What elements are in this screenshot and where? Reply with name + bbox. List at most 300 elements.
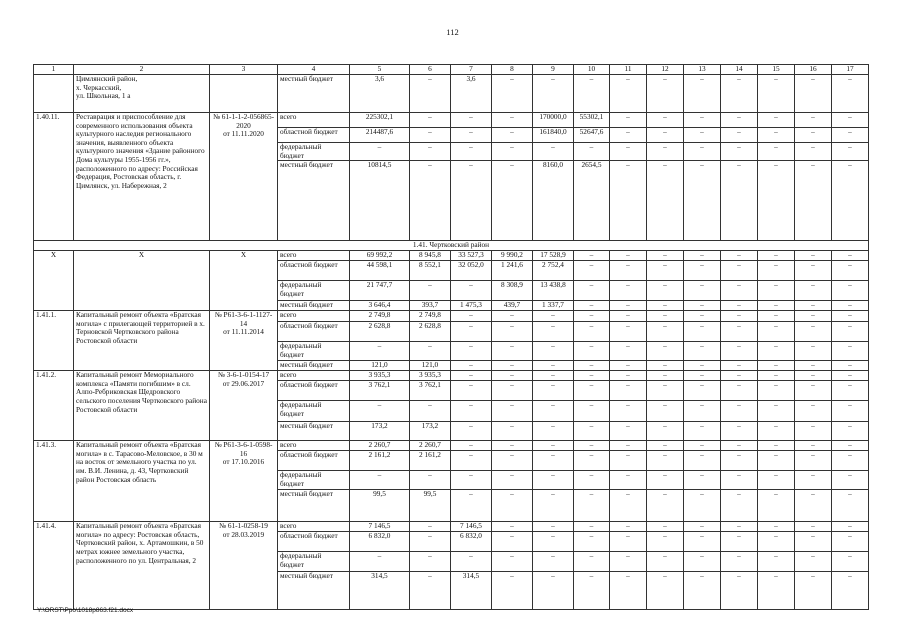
amount-cell: 9 990,2 bbox=[492, 251, 533, 261]
amount-cell: – bbox=[574, 322, 610, 342]
amount-cell: – bbox=[610, 251, 647, 261]
amount-cell: – bbox=[451, 371, 492, 381]
amount-cell: – bbox=[832, 422, 869, 441]
amount-cell: – bbox=[492, 401, 533, 422]
column-number: 17 bbox=[832, 65, 869, 75]
amount-cell: 2 749,8 bbox=[410, 311, 451, 322]
amount-cell: – bbox=[451, 471, 492, 490]
amount-cell: – bbox=[832, 261, 869, 281]
column-number: 11 bbox=[610, 65, 647, 75]
amount-cell: – bbox=[832, 75, 869, 113]
amount-cell: – bbox=[832, 113, 869, 128]
amount-cell: – bbox=[410, 143, 451, 161]
amount-cell: 314,5 bbox=[451, 572, 492, 610]
budget-table bbox=[33, 64, 869, 610]
amount-cell: – bbox=[832, 161, 869, 241]
item-number: 1.41.1. bbox=[34, 311, 74, 371]
item-name: Цимлянский район, х. Черкасский, ул. Школьная, 1 а bbox=[74, 75, 210, 113]
amount-cell: – bbox=[492, 75, 533, 113]
amount-cell: – bbox=[684, 113, 721, 128]
item-document bbox=[210, 75, 278, 113]
amount-cell: – bbox=[574, 381, 610, 401]
amount-cell: 32 052,0 bbox=[451, 261, 492, 281]
amount-cell: – bbox=[721, 251, 758, 261]
amount-cell: – bbox=[684, 451, 721, 471]
amount-cell: – bbox=[533, 441, 574, 451]
amount-cell: – bbox=[758, 143, 795, 161]
amount-cell: – bbox=[610, 342, 647, 361]
amount-cell: – bbox=[610, 301, 647, 311]
amount-cell: – bbox=[684, 471, 721, 490]
amount-cell: – bbox=[758, 451, 795, 471]
amount-cell: – bbox=[721, 361, 758, 371]
amount-cell: – bbox=[684, 552, 721, 572]
amount-cell: – bbox=[758, 490, 795, 522]
amount-cell: 3 646,4 bbox=[350, 301, 410, 311]
amount-cell: – bbox=[795, 422, 832, 441]
amount-cell: – bbox=[795, 113, 832, 128]
amount-cell: – bbox=[610, 471, 647, 490]
amount-cell: 2 260,7 bbox=[410, 441, 451, 451]
amount-cell: – bbox=[721, 322, 758, 342]
funding-source: местный бюджет bbox=[278, 301, 350, 311]
amount-cell: – bbox=[795, 311, 832, 322]
item-number bbox=[34, 75, 74, 113]
amount-cell: – bbox=[574, 75, 610, 113]
amount-cell: – bbox=[574, 451, 610, 471]
amount-cell: – bbox=[832, 322, 869, 342]
funding-source: федеральный бюджет bbox=[278, 342, 350, 361]
amount-cell: 3 762,1 bbox=[350, 381, 410, 401]
table-header-row bbox=[34, 65, 869, 75]
column-number: 6 bbox=[410, 65, 451, 75]
amount-cell: 6 832,0 bbox=[350, 532, 410, 552]
amount-cell: – bbox=[451, 128, 492, 143]
funding-source: местный бюджет bbox=[278, 361, 350, 371]
table-row bbox=[34, 251, 869, 261]
amount-cell: – bbox=[492, 311, 533, 322]
amount-cell: – bbox=[795, 552, 832, 572]
amount-cell: – bbox=[721, 451, 758, 471]
amount-cell: – bbox=[533, 490, 574, 522]
amount-cell: – bbox=[684, 251, 721, 261]
amount-cell: – bbox=[832, 451, 869, 471]
amount-cell: – bbox=[684, 261, 721, 281]
amount-cell: – bbox=[574, 342, 610, 361]
amount-cell: – bbox=[758, 75, 795, 113]
funding-source: федеральный бюджет bbox=[278, 281, 350, 301]
amount-cell: – bbox=[832, 471, 869, 490]
amount-cell: – bbox=[492, 371, 533, 381]
funding-source: всего bbox=[278, 371, 350, 381]
amount-cell: – bbox=[832, 552, 869, 572]
amount-cell: – bbox=[684, 361, 721, 371]
amount-cell: 8 308,9 bbox=[492, 281, 533, 301]
amount-cell: – bbox=[758, 401, 795, 422]
amount-cell: – bbox=[647, 251, 684, 261]
amount-cell: – bbox=[451, 401, 492, 422]
amount-cell: – bbox=[533, 471, 574, 490]
amount-cell: – bbox=[492, 532, 533, 552]
item-name: Реставрация и приспособление для современного использования объекта культурного наследия регионального значения, выявленного объекта культурного значения «Здание районного Дома культуры 1955-1956 гг.», расположенного по адресу: Российская Федерация, Ростовская область, г. Цимлянск, ул. Набережная, 2 bbox=[74, 113, 210, 241]
item-number: 1.41.3. bbox=[34, 441, 74, 522]
amount-cell: – bbox=[721, 381, 758, 401]
column-number: 3 bbox=[210, 65, 278, 75]
amount-cell: – bbox=[574, 281, 610, 301]
table-row bbox=[34, 311, 869, 322]
amount-cell: – bbox=[574, 552, 610, 572]
amount-cell: – bbox=[647, 572, 684, 610]
amount-cell: – bbox=[758, 361, 795, 371]
amount-cell: – bbox=[492, 113, 533, 128]
amount-cell: – bbox=[721, 441, 758, 451]
section-row bbox=[34, 241, 869, 251]
amount-cell: 121,0 bbox=[410, 361, 451, 371]
amount-cell: – bbox=[492, 361, 533, 371]
amount-cell: – bbox=[610, 311, 647, 322]
amount-cell: – bbox=[451, 143, 492, 161]
amount-cell: – bbox=[610, 422, 647, 441]
amount-cell: – bbox=[647, 361, 684, 371]
amount-cell: 7 146,5 bbox=[350, 522, 410, 532]
amount-cell: 2 628,8 bbox=[350, 322, 410, 342]
funding-source: всего bbox=[278, 113, 350, 128]
amount-cell: – bbox=[832, 361, 869, 371]
amount-cell: – bbox=[647, 552, 684, 572]
amount-cell: – bbox=[758, 441, 795, 451]
amount-cell: – bbox=[492, 441, 533, 451]
amount-cell: – bbox=[647, 113, 684, 128]
amount-cell: – bbox=[684, 342, 721, 361]
amount-cell: – bbox=[492, 381, 533, 401]
amount-cell: 55302,1 bbox=[574, 113, 610, 128]
item-name: Капитальный ремонт объекта «Братская могила» в с. Тарасово-Меловское, в 30 м на восток от земельного участка по ул. им. В.И. Ленина, д. 43, Чертковский район Ростовская область bbox=[74, 441, 210, 522]
amount-cell: 3 935,3 bbox=[350, 371, 410, 381]
amount-cell: – bbox=[451, 422, 492, 441]
amount-cell: 1 475,3 bbox=[451, 301, 492, 311]
funding-source: федеральный бюджет bbox=[278, 552, 350, 572]
amount-cell: 1 337,7 bbox=[533, 301, 574, 311]
amount-cell: – bbox=[451, 451, 492, 471]
page-number: 112 bbox=[446, 27, 459, 37]
amount-cell: 2 161,2 bbox=[410, 451, 451, 471]
amount-cell: – bbox=[832, 342, 869, 361]
amount-cell: 3 935,3 bbox=[410, 371, 451, 381]
section-title: 1.41. Чертковский район bbox=[34, 241, 869, 251]
amount-cell: 21 747,7 bbox=[350, 281, 410, 301]
amount-cell: – bbox=[610, 361, 647, 371]
amount-cell: – bbox=[350, 143, 410, 161]
amount-cell: – bbox=[492, 143, 533, 161]
amount-cell: – bbox=[721, 281, 758, 301]
amount-cell: – bbox=[795, 75, 832, 113]
amount-cell: – bbox=[684, 522, 721, 532]
funding-source: федеральный бюджет bbox=[278, 401, 350, 422]
funding-source: местный бюджет bbox=[278, 572, 350, 610]
amount-cell: – bbox=[721, 522, 758, 532]
amount-cell: – bbox=[795, 490, 832, 522]
amount-cell: – bbox=[721, 401, 758, 422]
amount-cell: – bbox=[684, 572, 721, 610]
amount-cell: 170000,0 bbox=[533, 113, 574, 128]
amount-cell: – bbox=[647, 75, 684, 113]
amount-cell: – bbox=[574, 490, 610, 522]
amount-cell: 2 752,4 bbox=[533, 261, 574, 281]
amount-cell: – bbox=[721, 161, 758, 241]
amount-cell: 10814,5 bbox=[350, 161, 410, 241]
table-row bbox=[34, 371, 869, 381]
amount-cell: – bbox=[647, 281, 684, 301]
amount-cell: – bbox=[647, 401, 684, 422]
amount-cell: – bbox=[533, 75, 574, 113]
amount-cell: – bbox=[350, 471, 410, 490]
item-number: Х bbox=[34, 251, 74, 311]
amount-cell: – bbox=[721, 143, 758, 161]
amount-cell: – bbox=[758, 572, 795, 610]
amount-cell: 8 945,8 bbox=[410, 251, 451, 261]
amount-cell: – bbox=[832, 143, 869, 161]
item-number: 1.41.2. bbox=[34, 371, 74, 441]
table-row bbox=[34, 75, 869, 113]
item-number: 1.40.11. bbox=[34, 113, 74, 241]
amount-cell: – bbox=[832, 401, 869, 422]
table-row bbox=[34, 441, 869, 451]
amount-cell: – bbox=[684, 301, 721, 311]
amount-cell: – bbox=[647, 522, 684, 532]
amount-cell: – bbox=[574, 371, 610, 381]
amount-cell: – bbox=[721, 311, 758, 322]
item-document: Х bbox=[210, 251, 278, 311]
amount-cell: – bbox=[350, 401, 410, 422]
amount-cell: – bbox=[758, 251, 795, 261]
amount-cell: – bbox=[647, 128, 684, 143]
amount-cell: 99,5 bbox=[410, 490, 451, 522]
table-row bbox=[34, 522, 869, 532]
amount-cell: – bbox=[758, 371, 795, 381]
column-number: 7 bbox=[451, 65, 492, 75]
amount-cell: – bbox=[684, 441, 721, 451]
amount-cell: 225302,1 bbox=[350, 113, 410, 128]
funding-source: всего bbox=[278, 522, 350, 532]
amount-cell: – bbox=[610, 371, 647, 381]
amount-cell: – bbox=[795, 441, 832, 451]
amount-cell: – bbox=[647, 322, 684, 342]
funding-source: местный бюджет bbox=[278, 75, 350, 113]
amount-cell: – bbox=[451, 161, 492, 241]
amount-cell: – bbox=[610, 261, 647, 281]
amount-cell: – bbox=[574, 361, 610, 371]
amount-cell: – bbox=[533, 371, 574, 381]
amount-cell: – bbox=[492, 490, 533, 522]
amount-cell: – bbox=[610, 532, 647, 552]
amount-cell: – bbox=[795, 471, 832, 490]
amount-cell: 214487,6 bbox=[350, 128, 410, 143]
amount-cell: – bbox=[795, 301, 832, 311]
amount-cell: – bbox=[795, 381, 832, 401]
amount-cell: – bbox=[574, 441, 610, 451]
amount-cell: – bbox=[795, 128, 832, 143]
amount-cell: – bbox=[721, 301, 758, 311]
amount-cell: – bbox=[410, 75, 451, 113]
funding-source: всего bbox=[278, 441, 350, 451]
amount-cell: – bbox=[647, 422, 684, 441]
amount-cell: – bbox=[721, 261, 758, 281]
amount-cell: – bbox=[533, 532, 574, 552]
amount-cell: – bbox=[610, 281, 647, 301]
amount-cell: – bbox=[647, 532, 684, 552]
amount-cell: 2 161,2 bbox=[350, 451, 410, 471]
amount-cell: 2654,5 bbox=[574, 161, 610, 241]
amount-cell: – bbox=[721, 128, 758, 143]
amount-cell: – bbox=[574, 301, 610, 311]
amount-cell: – bbox=[533, 342, 574, 361]
amount-cell: – bbox=[647, 342, 684, 361]
amount-cell: 44 598,1 bbox=[350, 261, 410, 281]
amount-cell: – bbox=[795, 143, 832, 161]
column-number: 5 bbox=[350, 65, 410, 75]
amount-cell: 3 762,1 bbox=[410, 381, 451, 401]
funding-source: федеральный бюджет bbox=[278, 471, 350, 490]
amount-cell: 6 832,0 bbox=[451, 532, 492, 552]
amount-cell: – bbox=[758, 471, 795, 490]
item-document: № Р61-3-6-1-1127-14 от 11.11.2014 bbox=[210, 311, 278, 371]
amount-cell: – bbox=[574, 471, 610, 490]
amount-cell: – bbox=[832, 572, 869, 610]
amount-cell: – bbox=[795, 401, 832, 422]
amount-cell: – bbox=[795, 451, 832, 471]
amount-cell: – bbox=[721, 552, 758, 572]
amount-cell: – bbox=[758, 522, 795, 532]
funding-source: федеральный бюджет bbox=[278, 143, 350, 161]
amount-cell: 17 528,9 bbox=[533, 251, 574, 261]
amount-cell: – bbox=[832, 441, 869, 451]
amount-cell: – bbox=[533, 451, 574, 471]
amount-cell: – bbox=[832, 251, 869, 261]
amount-cell: – bbox=[410, 281, 451, 301]
amount-cell: – bbox=[647, 143, 684, 161]
amount-cell: – bbox=[647, 311, 684, 322]
column-number: 4 bbox=[278, 65, 350, 75]
funding-source: местный бюджет bbox=[278, 490, 350, 522]
amount-cell: – bbox=[350, 552, 410, 572]
amount-cell: – bbox=[574, 522, 610, 532]
amount-cell: – bbox=[721, 113, 758, 128]
amount-cell: – bbox=[832, 522, 869, 532]
amount-cell: – bbox=[795, 251, 832, 261]
file-path-footer: Y:\ORST\Ppo\1018p863.f21.docx bbox=[37, 607, 134, 614]
amount-cell: – bbox=[451, 490, 492, 522]
amount-cell: – bbox=[533, 143, 574, 161]
amount-cell: – bbox=[832, 281, 869, 301]
amount-cell: – bbox=[451, 342, 492, 361]
amount-cell: – bbox=[721, 371, 758, 381]
amount-cell: – bbox=[574, 251, 610, 261]
item-document: № 61-1-1-2-056865-2020 от 11.11.2020 bbox=[210, 113, 278, 241]
amount-cell: – bbox=[795, 342, 832, 361]
amount-cell: – bbox=[451, 311, 492, 322]
item-name: Х bbox=[74, 251, 210, 311]
amount-cell: – bbox=[492, 552, 533, 572]
amount-cell: – bbox=[647, 471, 684, 490]
amount-cell: – bbox=[721, 471, 758, 490]
amount-cell: – bbox=[492, 522, 533, 532]
amount-cell: – bbox=[610, 143, 647, 161]
amount-cell: – bbox=[647, 261, 684, 281]
amount-cell: 52647,6 bbox=[574, 128, 610, 143]
amount-cell: – bbox=[684, 311, 721, 322]
amount-cell: 314,5 bbox=[350, 572, 410, 610]
amount-cell: – bbox=[832, 381, 869, 401]
amount-cell: – bbox=[533, 401, 574, 422]
amount-cell: 3,6 bbox=[451, 75, 492, 113]
amount-cell: – bbox=[610, 75, 647, 113]
amount-cell: – bbox=[684, 381, 721, 401]
amount-cell: – bbox=[758, 532, 795, 552]
item-number: 1.41.4. bbox=[34, 522, 74, 610]
amount-cell: 99,5 bbox=[350, 490, 410, 522]
amount-cell: – bbox=[350, 342, 410, 361]
amount-cell: – bbox=[795, 361, 832, 371]
amount-cell: – bbox=[758, 128, 795, 143]
column-number: 14 bbox=[721, 65, 758, 75]
amount-cell: – bbox=[451, 322, 492, 342]
amount-cell: – bbox=[758, 322, 795, 342]
item-name: Капитальный ремонт объекта «Братская могила» с прилегающей территорией в х. Терновской Чертковского района Ростовской области bbox=[74, 311, 210, 371]
amount-cell: – bbox=[410, 471, 451, 490]
column-number: 9 bbox=[533, 65, 574, 75]
amount-cell: – bbox=[610, 490, 647, 522]
amount-cell: – bbox=[684, 143, 721, 161]
amount-cell: – bbox=[574, 401, 610, 422]
amount-cell: – bbox=[758, 161, 795, 241]
amount-cell: 8160,0 bbox=[533, 161, 574, 241]
amount-cell: – bbox=[410, 552, 451, 572]
amount-cell: – bbox=[574, 143, 610, 161]
amount-cell: 393,7 bbox=[410, 301, 451, 311]
amount-cell: – bbox=[533, 311, 574, 322]
amount-cell: – bbox=[574, 422, 610, 441]
amount-cell: – bbox=[574, 261, 610, 281]
amount-cell: – bbox=[410, 161, 451, 241]
amount-cell: – bbox=[795, 281, 832, 301]
amount-cell: 439,7 bbox=[492, 301, 533, 311]
amount-cell: 33 527,3 bbox=[451, 251, 492, 261]
item-name: Капитальный ремонт объекта «Братская могила» по адресу: Ростовская область, Чертковский район, х. Артамошкин, в 50 метрах южнее земельного участка, расположенного по ул. Центральная, 2 bbox=[74, 522, 210, 610]
table-row bbox=[34, 113, 869, 128]
amount-cell: – bbox=[832, 128, 869, 143]
amount-cell: – bbox=[721, 422, 758, 441]
column-number: 1 bbox=[34, 65, 74, 75]
amount-cell: – bbox=[492, 128, 533, 143]
amount-cell: – bbox=[758, 552, 795, 572]
amount-cell: 2 260,7 bbox=[350, 441, 410, 451]
amount-cell: – bbox=[758, 113, 795, 128]
amount-cell: – bbox=[492, 422, 533, 441]
funding-source: областной бюджет bbox=[278, 381, 350, 401]
amount-cell: – bbox=[610, 128, 647, 143]
amount-cell: – bbox=[492, 342, 533, 361]
amount-cell: – bbox=[795, 522, 832, 532]
amount-cell: – bbox=[647, 301, 684, 311]
amount-cell: – bbox=[610, 322, 647, 342]
column-number: 10 bbox=[574, 65, 610, 75]
amount-cell: – bbox=[684, 161, 721, 241]
amount-cell: – bbox=[721, 342, 758, 361]
amount-cell: – bbox=[574, 311, 610, 322]
amount-cell: – bbox=[647, 381, 684, 401]
item-document: № Р61-3-6-1-0598-16 от 17.10.2016 bbox=[210, 441, 278, 522]
amount-cell: 13 438,8 bbox=[533, 281, 574, 301]
